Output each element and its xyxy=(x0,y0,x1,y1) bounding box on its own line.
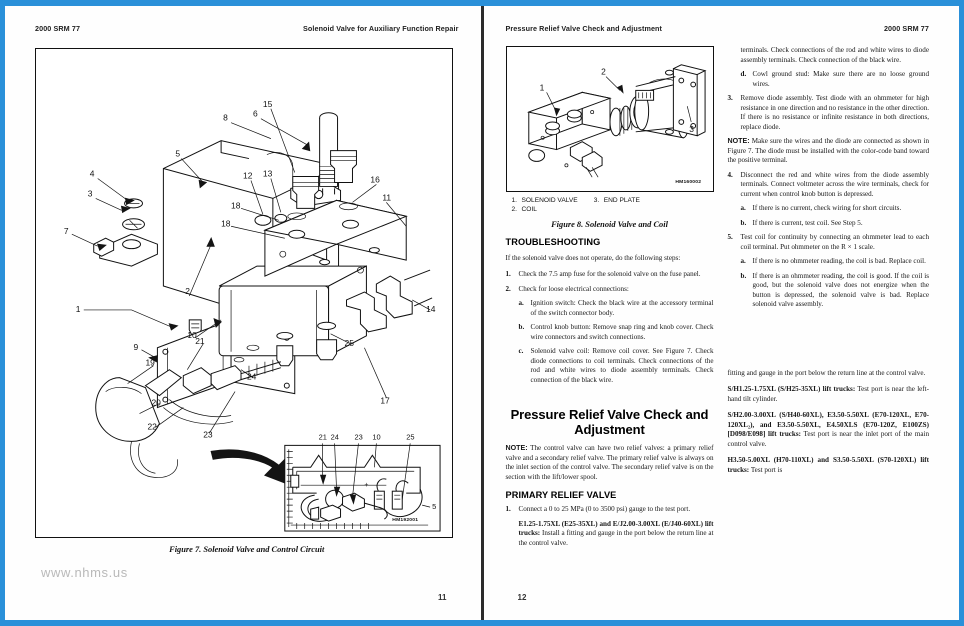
step-text: Connect a 0 to 25 MPa (0 to 3500 psi) gauge to the test port. xyxy=(518,505,691,514)
note-label: NOTE: xyxy=(727,137,750,145)
troubleshooting-note xyxy=(728,137,930,166)
note-label: NOTE: xyxy=(505,444,528,453)
svg-text:+: + xyxy=(364,482,369,490)
model-instruction: Install a fitting and gauge in the port below the return line at the control valve. xyxy=(518,529,714,547)
substep-text: If there is no current, check wiring for short circuits. xyxy=(752,204,902,212)
step-marker: 5. xyxy=(727,233,733,241)
substep-marker: c. xyxy=(518,347,524,356)
troubleshooting-substep xyxy=(519,347,714,385)
substep-text: Control knob button: Remove snap ring and knob cover. Check wire connectors and switch connections. xyxy=(530,323,714,341)
callout-18: 18 xyxy=(231,200,241,211)
callout-16: 16 xyxy=(370,174,380,185)
inset-callout-25: 25 xyxy=(406,432,415,442)
troubleshooting-substeps xyxy=(519,299,714,385)
substep-text-continued: terminals. Check connections of the rod and white wires to diode assembly terminals. Check connection of the black wire. xyxy=(740,46,929,64)
callout-24: 24 xyxy=(246,371,257,382)
relief-model-entry xyxy=(728,456,930,475)
figure-7-drawing-id: HM192001 xyxy=(392,518,419,524)
substep-text: If there is an ohmmeter reading, the coil is good. If the coil is good, but the solenoid valve does not energize when the button is depressed, the solenoid valve is bad. Replace solenoid valve assembly. xyxy=(752,271,929,308)
substep-marker: a. xyxy=(740,204,746,212)
relief-section-note xyxy=(506,444,714,482)
callout-3: 3 xyxy=(87,188,93,199)
callout-17: 17 xyxy=(380,395,390,406)
step-marker: 2. xyxy=(505,284,511,293)
callout-13: 13 xyxy=(262,168,273,179)
legend-number: 2. xyxy=(511,205,517,213)
troubleshooting-substep xyxy=(741,272,930,310)
page-spread xyxy=(5,6,959,620)
model-designation: S/H1.25-1.75XL (S/H25-35XL) lift trucks: xyxy=(727,385,856,394)
right-page-column-1 xyxy=(506,46,714,553)
page-right xyxy=(484,6,960,620)
step-text: Check for loose electrical connections: xyxy=(518,284,629,293)
inset-callout-10: 10 xyxy=(372,432,381,442)
model-instruction: Test port is near the left-hand tilt cylinder. xyxy=(727,385,930,403)
substep-text: If there is no ohmmeter reading, the coil is bad. Replace coil. xyxy=(752,257,926,265)
legend-number: 3. xyxy=(593,197,600,204)
troubleshooting-substep xyxy=(741,70,930,89)
troubleshooting-step xyxy=(728,171,930,200)
note-text: The control valve can have two relief valves: a primary relief valve and a secondary relief valve. The primary relief valve is always on the inlet section of the control valve. The secondary relief valve is on the section with the lift/lower spool. xyxy=(505,444,714,481)
callout-25: 25 xyxy=(344,337,354,348)
callout-10: 10 xyxy=(187,329,197,340)
step-text: Test coil for continuity by connecting an ohmmeter lead to each coil terminal. Put ohmmeter on the R × 1 scale. xyxy=(740,233,929,251)
figure-8-caption: Figure 8. Solenoid Valve and Coil xyxy=(551,219,668,229)
troubleshooting-intro: If the solenoid valve does not operate, do the following steps: xyxy=(505,253,681,262)
running-head-left-text: 2000 SRM 77 xyxy=(35,24,81,33)
callout-4: 4 xyxy=(89,168,95,179)
substep-marker: d. xyxy=(740,70,747,78)
figure-8-legend-column-1 xyxy=(512,197,578,213)
figure-8-drawing-id: HM160002 xyxy=(674,180,701,186)
step-marker: 1. xyxy=(505,270,511,279)
callout-6: 6 xyxy=(252,108,258,119)
step-text: Check the 7.5 amp fuse for the solenoid valve on the fuse panel. xyxy=(518,270,701,279)
page-left xyxy=(5,6,481,620)
callout-15: 15 xyxy=(262,98,273,109)
figure8-callout-2: 2 xyxy=(600,66,606,77)
legend-item xyxy=(594,197,640,204)
callout-20: 20 xyxy=(151,397,161,408)
legend-number: 1. xyxy=(511,197,517,204)
troubleshooting-step xyxy=(506,285,714,295)
substep-text: Ignition switch: Check the black wire at the accessory terminal of the switch connector body. xyxy=(530,299,714,317)
figure8-callout-3: 3 xyxy=(688,123,694,134)
troubleshooting-step xyxy=(728,233,930,252)
figure-7-caption: Figure 7. Solenoid Valve and Control Circuit xyxy=(169,545,325,554)
running-head-right-text: 2000 SRM 77 xyxy=(883,24,929,33)
troubleshooting-substep xyxy=(741,204,930,214)
substep-text: Solenoid valve coil: Remove coil cover. See Figure 7. Check diode connections to coil terminals. Check connections of the rod and white wires to diode assembly terminals. Check connection of the black wire. xyxy=(530,347,714,384)
troubleshooting-substeps xyxy=(741,257,930,310)
callout-11: 11 xyxy=(382,192,392,203)
relief-step-1 xyxy=(506,505,714,515)
running-head-right-page xyxy=(506,24,930,36)
figure-8-legend-column-2 xyxy=(594,197,640,213)
relief-model-entry xyxy=(728,385,930,404)
page-number-right: 12 xyxy=(517,593,527,602)
relief-model-continued-text: fitting and gauge in the port below the return line at the control valve. xyxy=(727,368,926,377)
page-number-left: 11 xyxy=(438,593,447,602)
running-head-left-text: Pressure Relief Valve Check and Adjustment xyxy=(505,24,663,33)
callout-19: 19 xyxy=(145,357,155,368)
callout-14: 14 xyxy=(426,303,436,314)
running-head-left-page xyxy=(35,24,459,36)
callout-8: 8 xyxy=(223,112,228,123)
figure-7-illustration xyxy=(35,48,453,538)
model-instruction: Test port is xyxy=(749,465,783,474)
legend-label: SOLENOID VALVE xyxy=(521,197,578,204)
legend-label: COIL xyxy=(521,205,537,213)
troubleshooting-substeps-cont xyxy=(741,46,930,89)
legend-item xyxy=(512,197,578,204)
model-text xyxy=(519,520,714,549)
figure-8-illustration xyxy=(506,46,714,192)
model-designation: H3.50-5.00XL (H70-110XL) and S3.50-5.50XL (S70-120XL) lift trucks: xyxy=(727,456,929,474)
figure-8-legend xyxy=(506,197,714,213)
troubleshooting-substep xyxy=(519,299,714,318)
troubleshooting-substep xyxy=(519,323,714,342)
step-text: Remove diode assembly. Test diode with an ohmmeter for high resistance in one direction and no resistance in the other direction. If there is no resistance or infinite resistance in both directions, replace diode. xyxy=(740,94,929,131)
relief-model-entry xyxy=(506,520,714,549)
troubleshooting-substeps xyxy=(741,204,930,228)
troubleshooting-heading: TROUBLESHOOTING xyxy=(505,236,601,247)
troubleshooting-substep-continued xyxy=(741,46,930,65)
callout-1: 1 xyxy=(75,303,81,314)
relief-models-continued xyxy=(728,369,930,476)
callout-21: 21 xyxy=(195,335,205,346)
model-instruction: Test port is near the inlet port of the main control valve. xyxy=(727,430,930,448)
troubleshooting-step xyxy=(506,270,714,280)
callout-9: 9 xyxy=(133,341,139,352)
substep-marker: b. xyxy=(518,323,525,332)
legend-item xyxy=(512,206,578,213)
substep-text: Cowl ground stud: Make sure there are no loose ground wires. xyxy=(752,70,929,88)
substep-marker: b. xyxy=(740,218,747,227)
inset-callout-24: 24 xyxy=(330,432,339,442)
running-head-right-text: Solenoid Valve for Auxiliary Function Repair xyxy=(302,24,459,33)
substep-marker: a. xyxy=(740,257,746,265)
legend-label: END PLATE xyxy=(603,197,640,204)
callout-12: 12 xyxy=(243,170,253,181)
model-designation: S/H2.00-3.00XL (S/H40-60XL), E3.50-5.50XL (E70-120XL, E70-120XL₂), and E3.50-5.50XL, E4.50XLS (E70-120Z, E100ZS) [D098/E098] lift trucks: xyxy=(727,411,929,439)
substep-marker: a. xyxy=(518,299,524,308)
step-marker: 3. xyxy=(727,94,733,102)
troubleshooting-substep xyxy=(741,257,930,267)
inset-callout-5: 5 xyxy=(432,502,437,512)
substep-text: If there is current, test coil. See Step 5. xyxy=(752,218,863,227)
step-text: Disconnect the red and white wires from the diode assembly terminals. Connect voltmeter across the wire terminals, check for current when control knob button is depressed. xyxy=(740,170,929,198)
callout-22: 22 xyxy=(147,421,157,432)
relief-section-heading: Pressure Relief Valve Check and Adjustment xyxy=(510,407,709,438)
step-marker: 1. xyxy=(505,505,511,514)
site-watermark: www.nhms.us xyxy=(41,565,128,580)
callout-23: 23 xyxy=(203,429,213,440)
inset-callout-23: 23 xyxy=(354,432,363,442)
model-designation: E1.25-1.75XL (E25-35XL) and E/J2.00-3.00XL (E/J40-60XL) lift trucks: xyxy=(518,519,714,538)
step-marker-spacer xyxy=(506,520,519,549)
step-marker: 4. xyxy=(727,170,733,179)
callout-5: 5 xyxy=(175,148,181,159)
inset-callout-21: 21 xyxy=(318,432,327,442)
substep-marker: b. xyxy=(740,271,747,280)
right-page-column-2 xyxy=(728,46,930,553)
callout-7: 7 xyxy=(63,226,69,237)
note-text: Make sure the wires and the diode are connected as shown in Figure 7. The diode must be installed with the color-code band toward the positive terminal. xyxy=(727,137,929,164)
callout-2: 2 xyxy=(185,285,190,296)
relief-model-entry xyxy=(728,411,930,449)
callout-18b: 18 xyxy=(221,218,231,229)
primary-relief-valve-heading: PRIMARY RELIEF VALVE xyxy=(505,490,617,501)
troubleshooting-substep xyxy=(741,219,930,229)
figure8-callout-1: 1 xyxy=(539,82,544,93)
troubleshooting-step xyxy=(728,94,930,132)
